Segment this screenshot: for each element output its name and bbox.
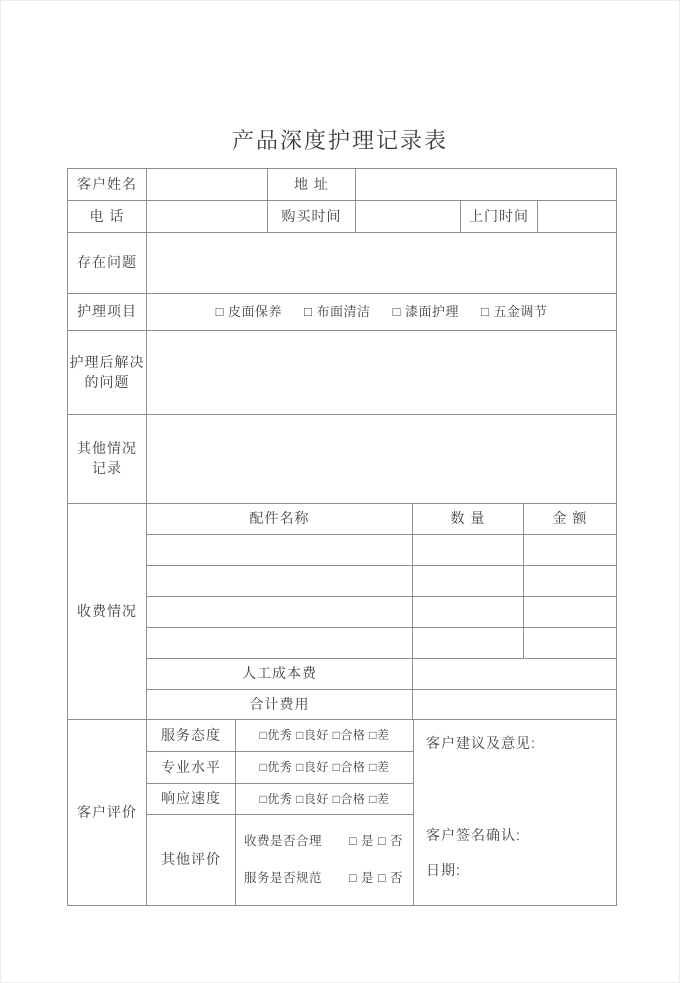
service-standard-checkboxes[interactable]: □ 是 □ 否 [348,870,403,885]
total-cost-label: 合计费用 [147,690,413,720]
suggestion-label: 客户建议及意见: [426,735,536,751]
existing-problems-field[interactable] [147,233,616,294]
leather-care-checkbox[interactable]: □ 皮面保养 [215,303,283,319]
form-title: 产品深度护理记录表 [231,128,448,153]
labor-cost-label: 人工成本费 [147,659,413,690]
solved-problems-label-line2: 的问题 [84,373,130,390]
date-label: 日期: [426,862,461,878]
charge-row-3-quantity[interactable] [413,597,524,628]
labor-cost-field[interactable] [413,659,616,690]
purchase-time-field[interactable] [356,201,461,233]
service-standard-question: 服务是否规范 [244,870,323,885]
fee-reasonable-question: 收费是否合理 [244,833,323,848]
charges-header-amount: 金 额 [524,504,616,535]
care-items-options [147,294,616,331]
charge-row-1-quantity[interactable] [413,535,524,566]
professional-level-label: 专业水平 [147,752,236,784]
response-speed-label: 响应速度 [147,784,236,815]
service-attitude-rating [236,720,414,752]
response-speed-rating [236,784,414,815]
charges-section-label: 收费情况 [68,504,147,720]
charge-row-3-amount[interactable] [524,597,616,628]
service-attitude-label: 服务态度 [147,720,236,752]
charges-header-quantity: 数 量 [413,504,524,535]
charge-row-2-quantity[interactable] [413,566,524,597]
form-table [67,168,617,906]
customer-name-label: 客户姓名 [68,169,147,201]
address-label: 地 址 [268,169,356,201]
solved-problems-label [68,331,147,415]
signature-label: 客户签名确认: [426,827,521,843]
response-speed-rating-checkboxes[interactable]: □优秀 □良好 □合格 □差 [259,791,390,806]
care-items-label: 护理项目 [68,294,147,331]
address-field[interactable] [356,169,616,201]
charge-row-1-part-name[interactable] [147,535,413,566]
charge-row-2-part-name[interactable] [147,566,413,597]
other-notes-label [68,415,147,504]
customer-name-field[interactable] [147,169,268,201]
total-cost-field[interactable] [413,690,616,720]
fee-reasonable-line [244,833,403,851]
paint-care-checkbox[interactable]: □ 漆面护理 [392,303,459,319]
hardware-adjust-checkbox[interactable]: □ 五金调节 [480,303,548,319]
charge-row-2-amount[interactable] [524,566,616,597]
service-attitude-rating-checkboxes[interactable]: □优秀 □良好 □合格 □差 [259,728,390,743]
visit-time-field[interactable] [538,201,616,233]
professional-level-rating [236,752,414,784]
charge-row-4-part-name[interactable] [147,628,413,659]
solved-problems-label-line1: 护理后解决 [69,353,145,370]
professional-level-rating-checkboxes[interactable]: □优秀 □良好 □合格 □差 [259,760,390,775]
other-evaluation-label: 其他评价 [147,815,236,905]
charges-header-part-name: 配件名称 [147,504,413,535]
fee-reasonable-checkboxes[interactable]: □ 是 □ 否 [348,833,403,848]
other-notes-label-line1: 其他情况 [77,440,137,457]
customer-feedback-cell[interactable] [414,720,616,905]
purchase-time-label: 购买时间 [268,201,356,233]
charge-row-1-amount[interactable] [524,535,616,566]
care-options-group [216,303,548,321]
other-notes-field[interactable] [147,415,616,504]
other-evaluation-cell [236,815,414,905]
service-standard-line [244,870,403,888]
other-notes-label-line2: 记录 [92,460,122,476]
charge-row-4-quantity[interactable] [413,628,524,659]
charge-row-3-part-name[interactable] [147,597,413,628]
visit-time-label: 上门时间 [461,201,538,233]
evaluation-section-label: 客户评价 [68,720,147,905]
phone-field[interactable] [147,201,268,233]
charge-row-4-amount[interactable] [524,628,616,659]
fabric-clean-checkbox[interactable]: □ 布面清洁 [304,303,371,319]
solved-problems-field[interactable] [147,331,616,415]
existing-problems-label: 存在问题 [68,233,147,294]
phone-label: 电 话 [68,201,147,233]
